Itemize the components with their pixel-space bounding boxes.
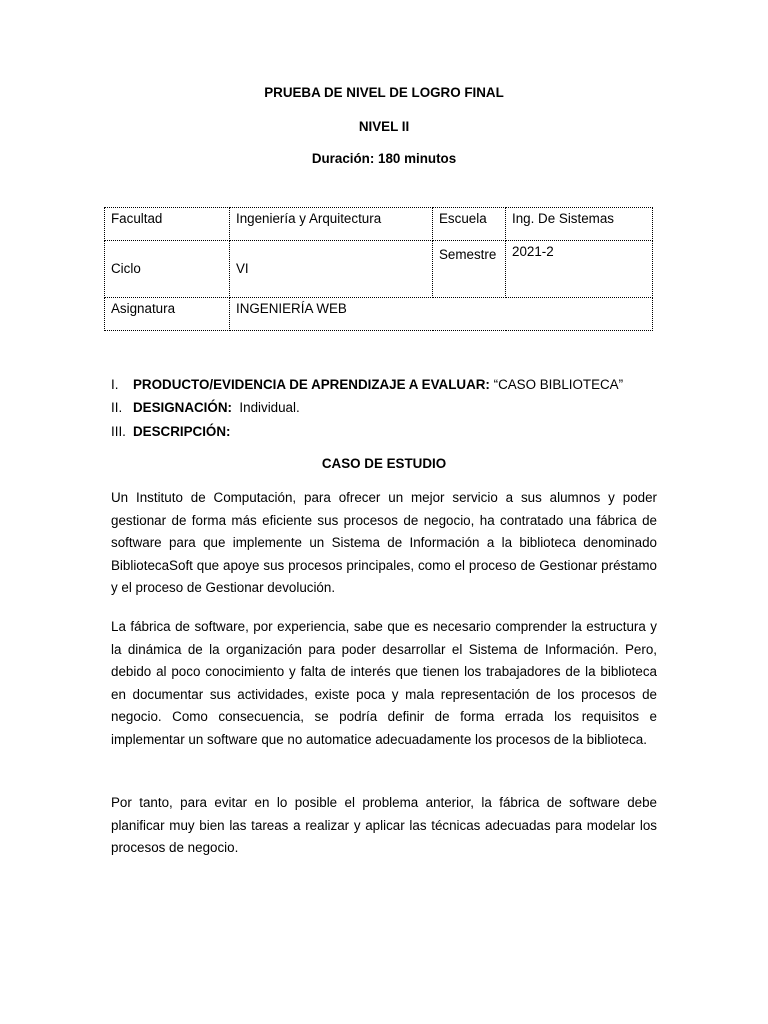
- section-label: PRODUCTO/EVIDENCIA DE APRENDIZAJE A EVALUAR:: [133, 377, 490, 392]
- cycle-value: VI: [230, 241, 433, 298]
- school-value: Ing. De Sistemas: [506, 208, 653, 241]
- table-row: [105, 241, 653, 298]
- course-value: INGENIERÍA WEB: [230, 298, 653, 331]
- document-title: PRUEBA DE NIVEL DE LOGRO FINAL: [264, 85, 504, 100]
- cycle-label: Ciclo: [105, 241, 230, 298]
- case-paragraph: La fábrica de software, por experiencia, sabe que es necesario comprender la estructura y la dinámica de la organización para poder desarrollar el Sistema de Información. Pero, debido al poco conocimiento y falta de interés que tienen los trabajadores de la biblioteca en documentar sus actividades, existe poca y mala representación de los procesos de negocio. Como consecuencia, se podría definir de forma errada los requisitos e implementar un software que no automatice adecuadamente los procesos de la biblioteca.: [111, 619, 657, 747]
- table-row: [105, 298, 653, 331]
- faculty-label: Facultad: [105, 208, 230, 241]
- course-label: Asignatura: [105, 298, 230, 331]
- level-heading: NIVEL II: [358, 119, 410, 134]
- duration-heading: Duración: 180 minutos: [311, 151, 457, 166]
- case-paragraph: Por tanto, para evitar en lo posible el problema anterior, la fábrica de software debe planificar muy bien las tareas a realizar y aplicar las técnicas adecuadas para modelar los procesos de negocio.: [111, 795, 657, 856]
- section-label: DESIGNACIÓN:: [133, 400, 232, 415]
- section-description: [111, 423, 230, 441]
- semester-label: Semestre: [433, 241, 506, 298]
- section-number: II.: [111, 400, 123, 415]
- case-paragraph: Un Instituto de Computación, para ofrecer un mejor servicio a sus alumnos y poder gestionar de forma más eficiente sus procesos de negocio, ha contratado una fábrica de software para que implemente un Sistema de Información a la biblioteca denominado BibliotecaSoft que apoye sus procesos principales, como el proceso de Gestionar préstamo y el proceso de Gestionar devolución.: [111, 490, 657, 596]
- section-value: Individual.: [239, 400, 300, 415]
- case-study-title: CASO DE ESTUDIO: [321, 456, 447, 471]
- table-row: [105, 208, 653, 241]
- section-number: I.: [111, 377, 119, 392]
- info-table: [104, 207, 653, 331]
- school-label: Escuela: [433, 208, 506, 241]
- semester-value: 2021-2: [506, 241, 653, 298]
- section-designation: [111, 399, 300, 417]
- section-number: III.: [111, 424, 126, 439]
- section-value: “CASO BIBLIOTECA”: [493, 377, 624, 392]
- section-label: DESCRIPCIÓN:: [133, 424, 231, 439]
- faculty-value: Ingeniería y Arquitectura: [230, 208, 433, 241]
- section-product: [111, 376, 623, 394]
